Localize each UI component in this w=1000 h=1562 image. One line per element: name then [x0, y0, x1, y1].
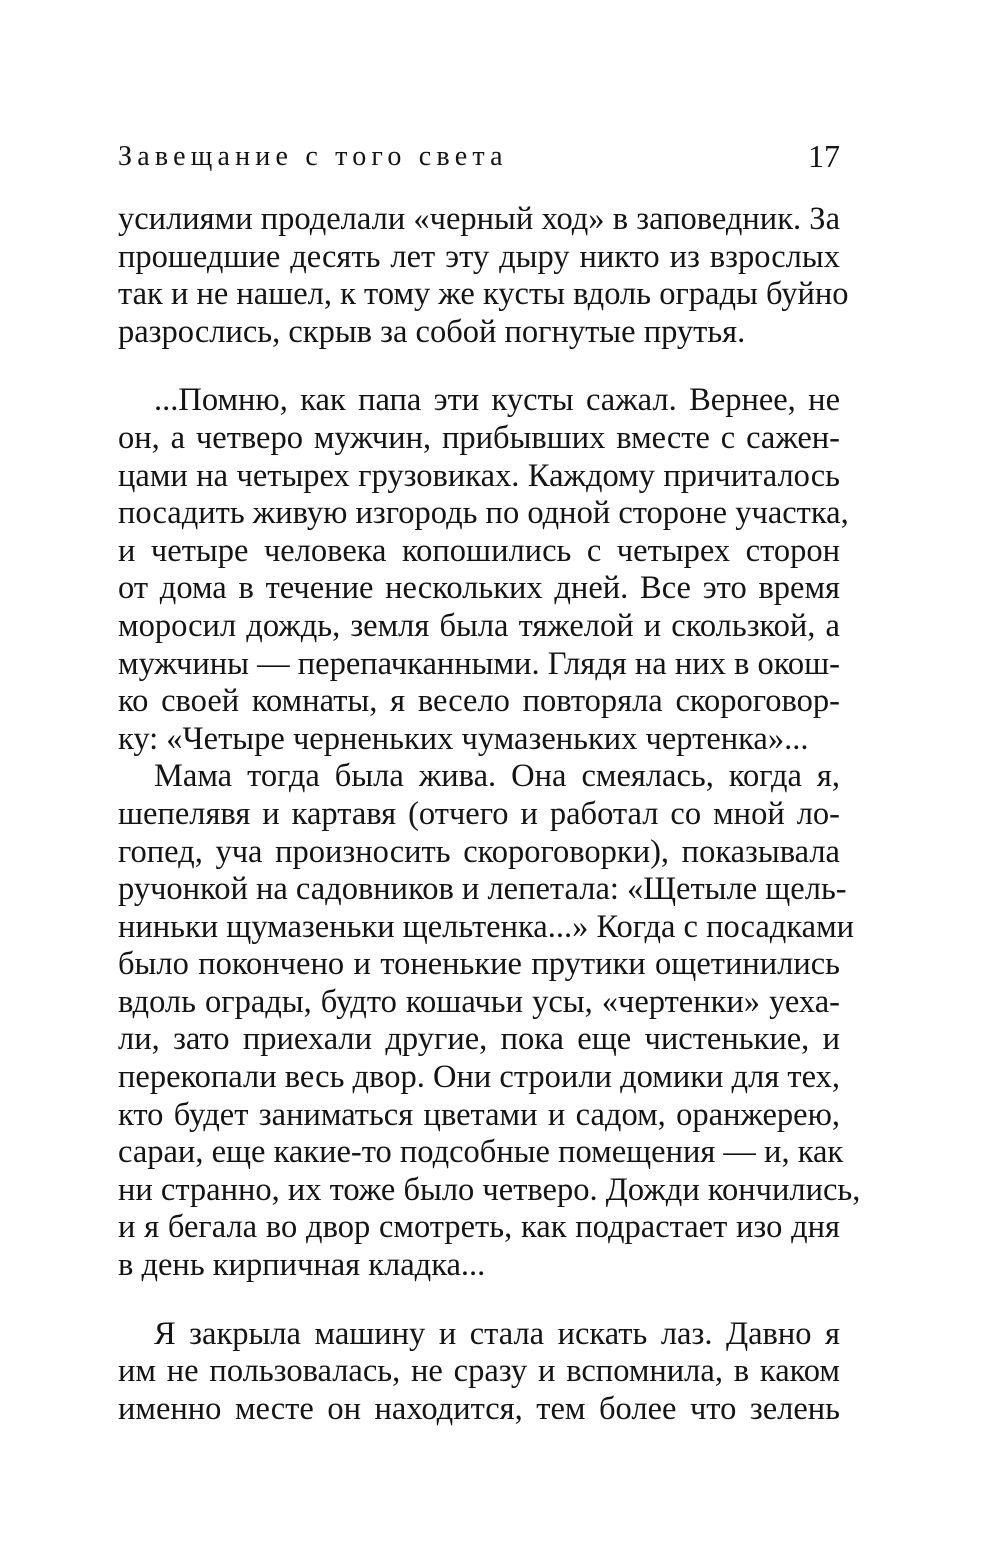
text-line: ...Помню, как папа эти кусты сажал. Вернее, не — [154, 382, 840, 419]
text-line: моросил дождь, земля была тяжелой и скользкой, а — [118, 607, 840, 644]
text-line: посадить живую изгородь по одной стороне участка, — [118, 495, 849, 532]
text-line: ку: «Четыре черненьких чумазеньких чертенка»... — [118, 720, 809, 757]
text-line: ниньки щумазеньки щельтенка...» Когда с посадками — [118, 908, 855, 945]
text-line: в день кирпичная кладка... — [118, 1247, 486, 1284]
text-line: разрослись, скрыв за собой погнутые прутья. — [118, 313, 746, 350]
text-line: Мама тогда была жива. Она смеялась, когда я, — [154, 758, 840, 795]
text-line: гопед, уча произносить скороговорки), показывала — [118, 833, 840, 870]
text-line: ли, зато приехали другие, пока еще чистенькие, и — [118, 1021, 840, 1058]
text-line: кто будет заниматься цветами и садом, оранжерею, — [118, 1096, 840, 1133]
text-line: ручонкой на садовников и лепетала: «Щетыле щель- — [118, 871, 847, 908]
paragraph-memory — [118, 382, 849, 758]
text-line: от дома в течение нескольких дней. Все это время — [118, 570, 840, 607]
text-line: усилиями проделали «черный ход» в заповедник. За — [118, 201, 840, 237]
text-line: и четыре человека копошились с четырех сторон — [118, 532, 840, 569]
text-line: ко своей комнаты, я весело повторяла скороговор- — [118, 683, 840, 720]
paragraph-continuation — [118, 201, 849, 351]
text-line: было покончено и тоненькие прутики ощетинились — [118, 946, 840, 983]
paragraph-present — [118, 1316, 840, 1429]
section-break — [118, 351, 840, 382]
text-line: перекопали весь двор. Они строили домики для тех, — [118, 1059, 840, 1096]
text-line: мужчины — перепачканными. Глядя на них в окош- — [118, 645, 840, 682]
paragraph-mother — [118, 758, 861, 1284]
running-title: Завещание с того света — [118, 141, 508, 172]
text-line: именно месте он находится, тем более что зелень — [118, 1390, 840, 1427]
text-line: Я закрыла машину и стала искать лаз. Давно я — [154, 1315, 840, 1352]
running-head — [118, 140, 840, 180]
body-text — [118, 201, 861, 1428]
text-line: шепелявя и картавя (отчего и работал со мной ло- — [118, 795, 840, 832]
text-line: прошедшие десять лет эту дыру никто из взрослых — [118, 238, 840, 275]
text-line: он, а четверо мужчин, прибывших вместе с сажен- — [118, 419, 840, 456]
text-line: так и не нашел, к тому же кусты вдоль ограды буйно — [118, 276, 849, 313]
text-line: вдоль ограды, будто кошачьи усы, «чертенки» уеха- — [118, 983, 840, 1020]
text-line: сараи, еще какие-то подсобные помещения — и, как — [118, 1134, 844, 1171]
text-line: ни странно, их тоже было четверо. Дожди кончились, — [118, 1171, 861, 1208]
text-line: цами на четырех грузовиках. Каждому причиталось — [118, 457, 840, 494]
page-number: 17 — [808, 138, 840, 174]
text-line: им не пользовалась, не сразу и вспомнила, в каком — [118, 1353, 840, 1390]
text-line: и я бегала во двор смотреть, как подрастает изо дня — [118, 1209, 840, 1246]
section-break — [118, 1285, 840, 1316]
